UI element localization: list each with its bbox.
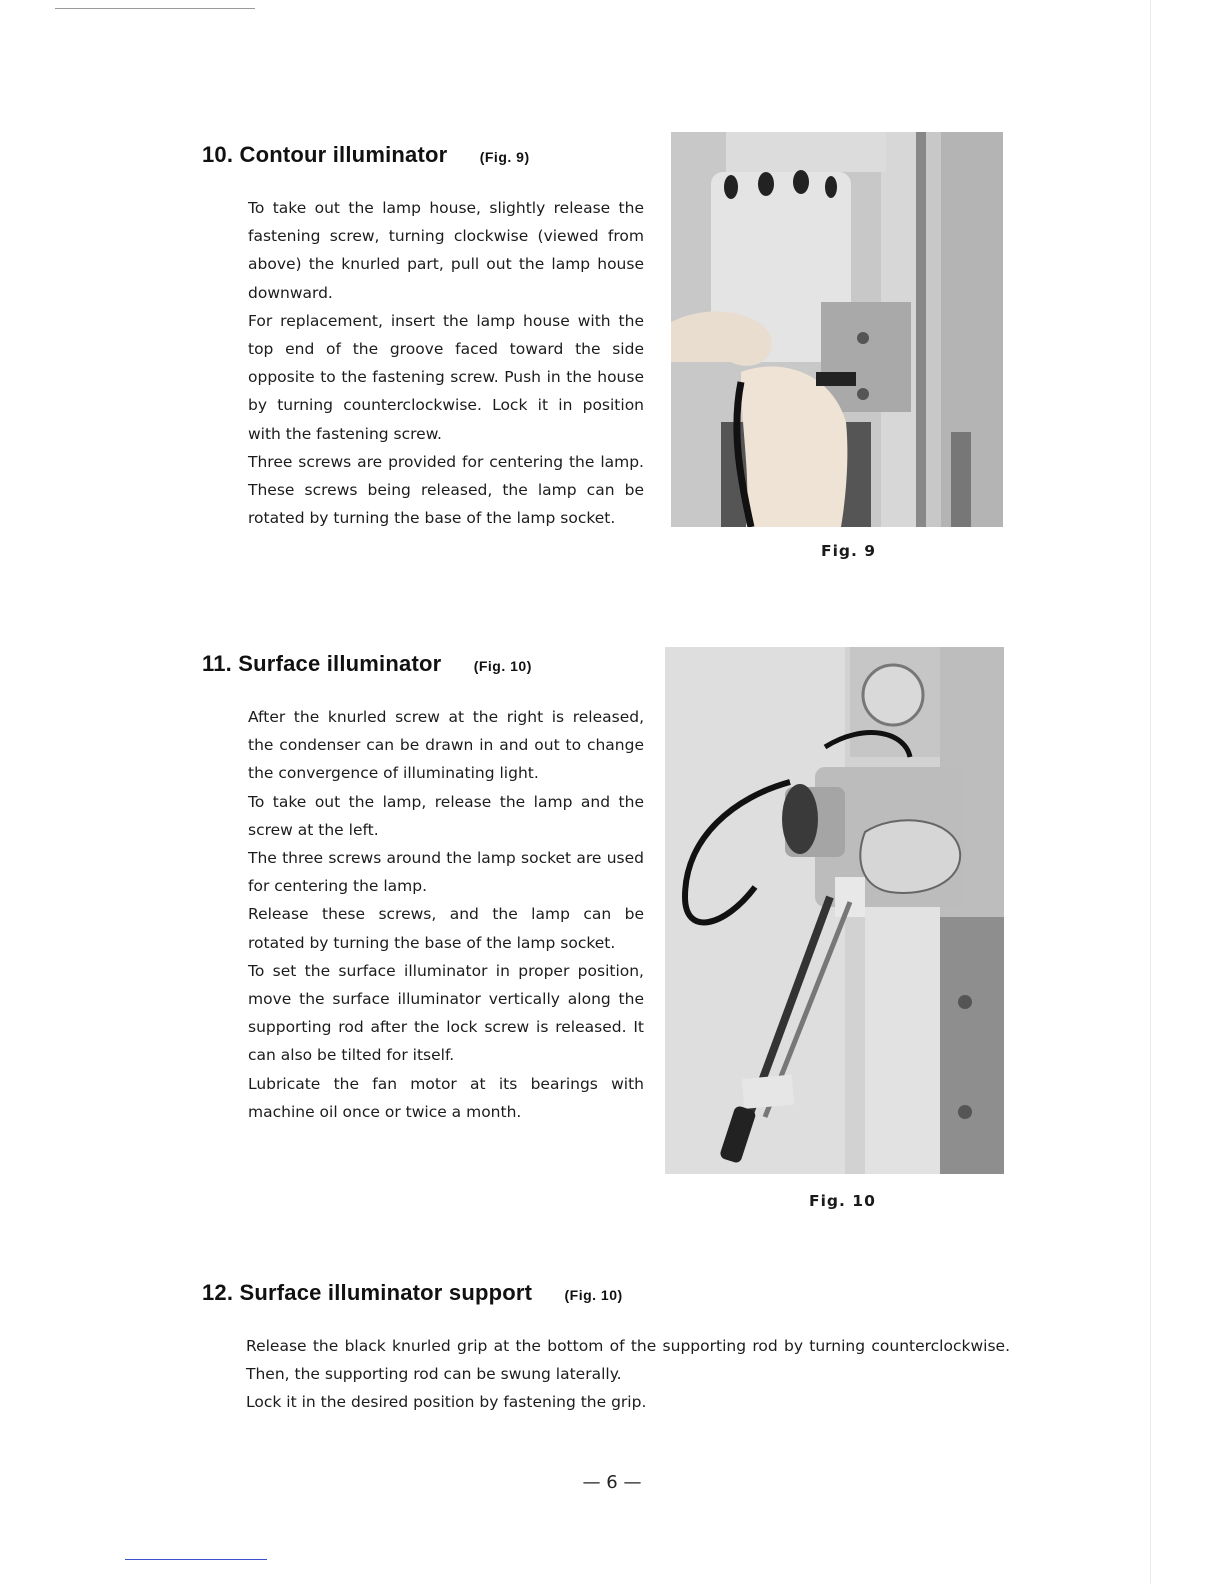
- section-10-heading: [202, 142, 530, 168]
- section-12-heading: [202, 1280, 623, 1306]
- section-12-title: Surface illuminator support: [239, 1280, 533, 1305]
- page-number: — 6 —: [582, 1472, 642, 1493]
- section-10-paragraph-1: To take out the lamp house, slightly release the fastening screw, turning clockwise (viewed from above) the knurled part, pull out the lamp house downward.: [248, 199, 644, 302]
- page-edge: [1150, 0, 1151, 1584]
- section-12-paragraph-1: Release the black knurled grip at the bottom of the supporting rod by turning counterclockwise. Then, the supporting rod can be swung laterally.: [246, 1337, 1010, 1384]
- figure-9-caption: Fig. 9: [821, 542, 877, 560]
- section-10-title: Contour illuminator: [239, 142, 448, 167]
- section-11-paragraph-4: Release these screws, and the lamp can be rotated by turning the base of the lamp socket.: [248, 905, 644, 952]
- top-rule: [55, 8, 255, 9]
- section-12-paragraph-2: Lock it in the desired position by fastening the grip.: [246, 1393, 647, 1412]
- bottom-rule: [125, 1559, 267, 1560]
- section-11-paragraph-1: After the knurled screw at the right is released, the condenser can be drawn in and out to change the convergence of illuminating light.: [248, 708, 644, 783]
- section-10-paragraph-3: Three screws are provided for centering the lamp. These screws being released, the lamp can be rotated by turning the base of the lamp socket.: [248, 452, 644, 528]
- figure-10-caption: Fig. 10: [809, 1192, 876, 1210]
- section-11-paragraph-5: To set the surface illuminator in proper position, move the surface illuminator vertically along the supporting rod after the lock screw is released. It can also be tilted for itself.: [248, 961, 644, 1065]
- section-12-fig-ref: (Fig. 10): [564, 1287, 623, 1303]
- section-12-number: 12.: [202, 1280, 234, 1305]
- section-10-fig-ref: (Fig. 9): [479, 149, 530, 165]
- section-11-title: Surface illuminator: [238, 651, 442, 676]
- figure-9-illustration: [671, 132, 1003, 527]
- section-11-paragraph-2: To take out the lamp, release the lamp and the screw at the left.: [248, 792, 644, 839]
- section-11-heading: [202, 651, 532, 677]
- section-10-number: 10.: [202, 142, 234, 167]
- section-10-body: [248, 194, 644, 532]
- figure-10-photo: [665, 647, 1004, 1174]
- section-11-paragraph-6: Lubricate the fan motor at its bearings with machine oil once or twice a month.: [248, 1074, 644, 1121]
- section-11-paragraph-3: The three screws around the lamp socket are used for centering the lamp.: [248, 849, 644, 896]
- figure-10-illustration: [665, 647, 1004, 1174]
- section-11-number: 11.: [202, 651, 232, 676]
- section-11-body: [248, 703, 644, 1126]
- section-11-fig-ref: (Fig. 10): [473, 658, 532, 674]
- figure-9-photo: [671, 132, 1003, 527]
- section-10-paragraph-2: For replacement, insert the lamp house with the top end of the groove faced toward the side opposite to the fastening screw. Push in the house by turning counterclockwise. Lock it in position with the fastening screw.: [248, 311, 644, 443]
- section-12-body: [246, 1332, 1010, 1417]
